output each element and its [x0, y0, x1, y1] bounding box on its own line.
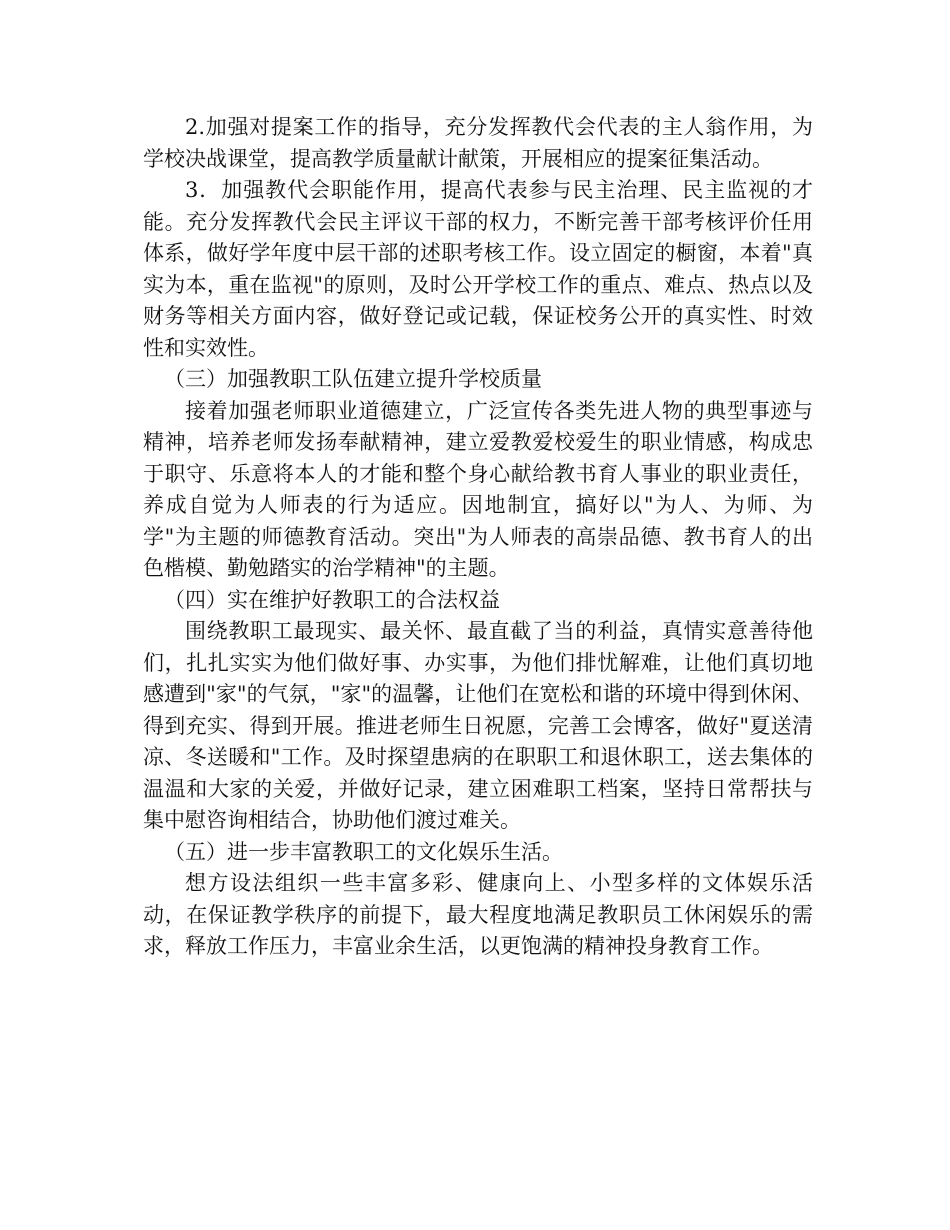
section-heading-five: （五）进一步丰富教职工的文化娱乐生活。	[164, 839, 563, 864]
paragraph-congress-function: 3．加强教代会职能作用，提高代表参与民主治理、民主监视的才能。充分发挥教代会民主评议干部的权力，不断完善干部考核评价任用体系，做好学年度中层干部的述职考核工作。设立固定的橱窗，本着"真实为本，重在监视"的原则，及时公开学校工作的重点、难点、热点以及财务等相关方面内容，做好登记或记载，保证校务公开的真实性、时效性和实效性。	[143, 178, 813, 360]
section-heading-three: （三）加强教职工队伍建立提升学校质量	[164, 367, 542, 391]
document-body	[143, 112, 813, 963]
paragraph-culture-life: 想方设法组织一些丰富多彩、健康向上、小型多样的文体娱乐活动，在保证教学秩序的前提下，最大程度地满足教职员工休闲娱乐的需求，释放工作压力，丰富业余生活，以更饱满的精神投身教育工作。	[143, 871, 813, 958]
paragraph-staff-rights: 围绕教职工最现实、最关怀、最直截了当的利益，真情实意善待他们，扎扎实实为他们做好事、办实事，为他们排忧解难，让他们真切地感遭到"家"的气氛，"家"的温馨，让他们在宽松和谐的环境中得到休闲、得到充实、得到开展。推进老师生日祝愿，完善工会博客，做好"夏送清凉、冬送暖和"工作。及时探望患病的在职职工和退休职工，送去集体的温温和大家的关爱，并做好记录，建立困难职工档案，坚持日常帮扶与集中慰咨询相结合，协助他们渡过难关。	[143, 619, 813, 832]
section-heading-four: （四）实在维护好教职工的合法权益	[164, 587, 500, 612]
paragraph-teacher-ethics: 接着加强老师职业道德建立，广泛宣传各类先进人物的典型事迹与精神，培养老师发扬奉献精神，建立爱教爱校爱生的职业情感，构成忠于职守、乐意将本人的才能和整个身心献给教书育人事业的职业责任，养成自觉为人师表的行为适应。因地制宜，搞好以"为人、为师、为学"为主题的师德教育活动。突出"为人师表的高崇品德、教书育人的出色楷模、勤勉踏实的治学精神"的主题。	[143, 398, 813, 580]
paragraph-proposal-guidance: 2.加强对提案工作的指导，充分发挥教代会代表的主人翁作用，为学校决战课堂，提高教学质量献计献策，开展相应的提案征集活动。	[143, 115, 813, 171]
